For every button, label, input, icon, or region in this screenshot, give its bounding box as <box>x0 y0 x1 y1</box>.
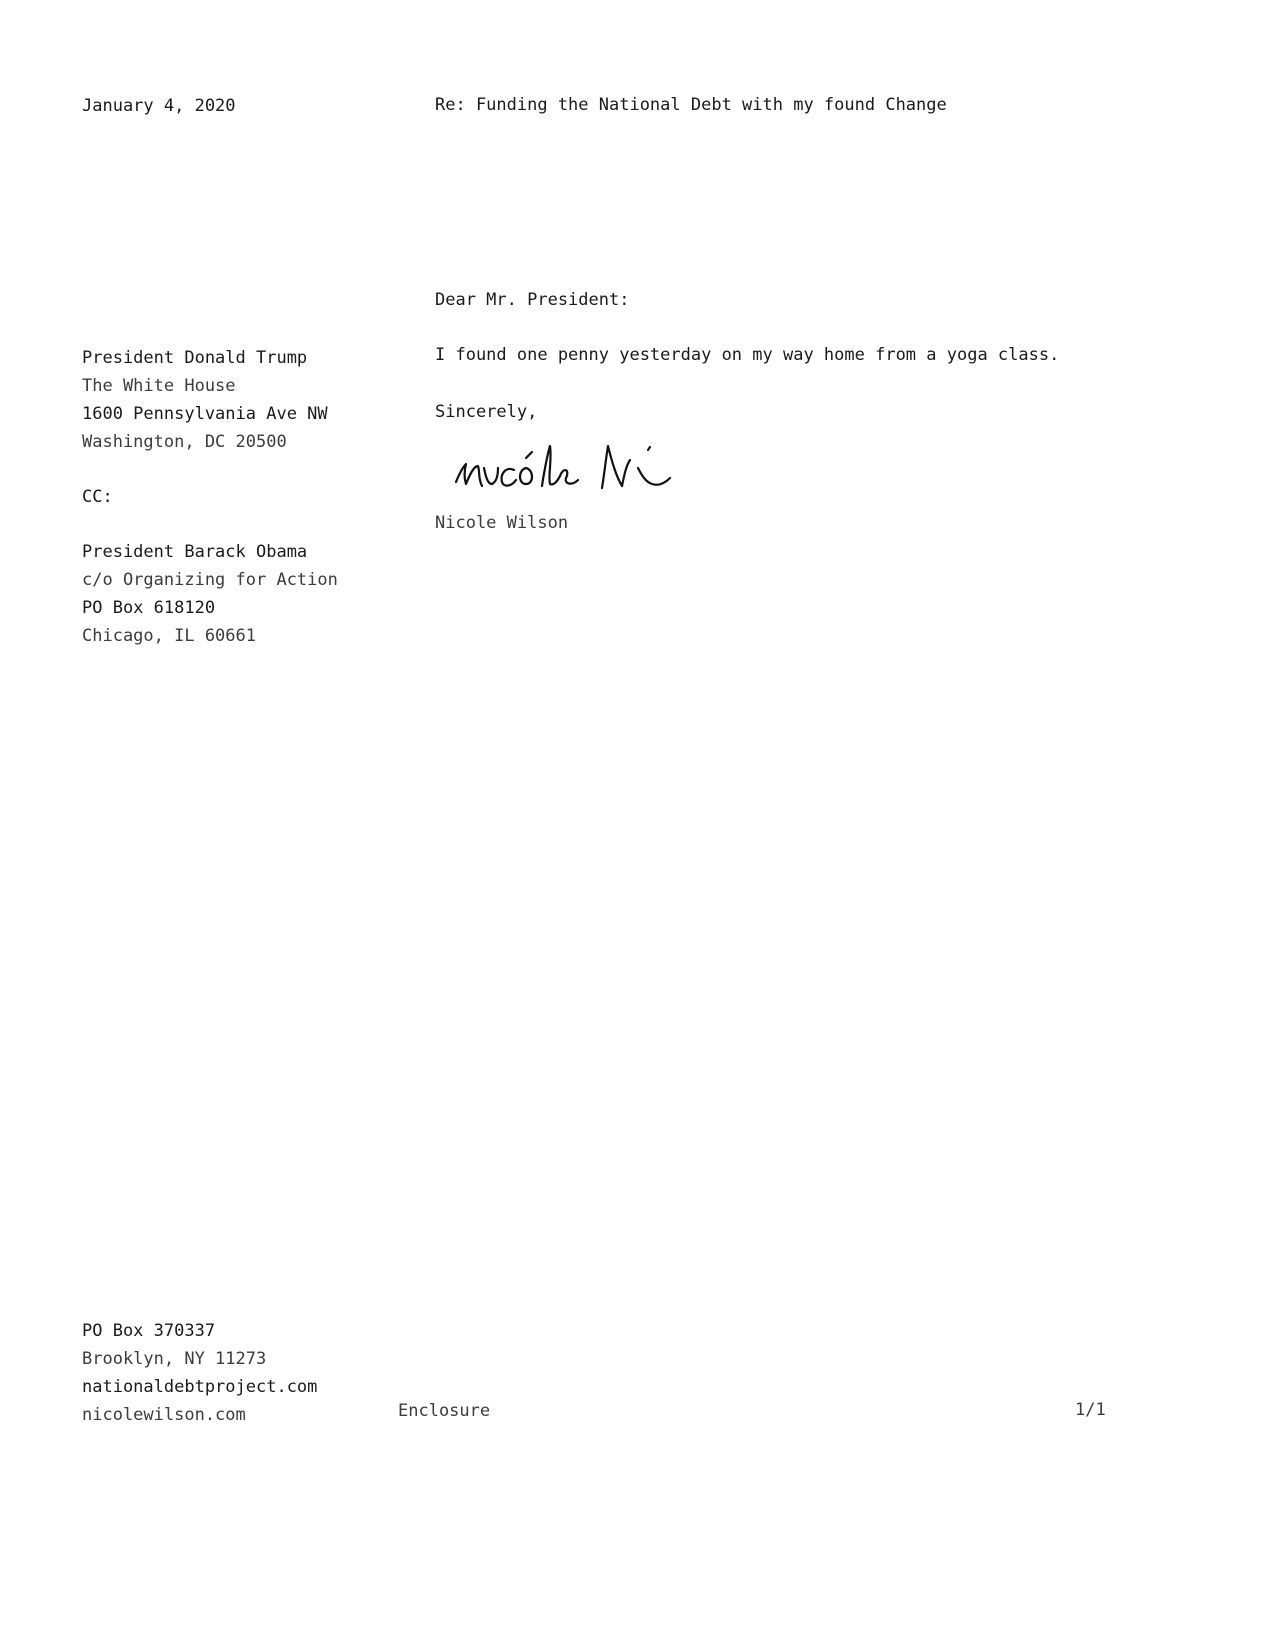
recipient-line-1: The White House <box>82 376 236 396</box>
recipient-block <box>82 344 328 456</box>
signature-image <box>452 436 712 496</box>
page-number: 1/1 <box>1075 1400 1106 1420</box>
footer-address-block <box>82 1317 317 1429</box>
cc-line-1: c/o Organizing for Action <box>82 570 338 590</box>
closing: Sincerely, <box>435 402 538 422</box>
cc-name: President Barack Obama <box>82 542 308 562</box>
signature-name: Nicole Wilson <box>435 513 569 533</box>
footer-address-line-2: Brooklyn, NY 11273 <box>82 1349 267 1369</box>
enclosure-label: Enclosure <box>398 1401 491 1421</box>
recipient-line-3: Washington, DC 20500 <box>82 432 287 452</box>
letter-subject: Re: Funding the National Debt with my found Change <box>435 95 947 115</box>
salutation: Dear Mr. President: <box>435 290 630 310</box>
footer-address-line-1: PO Box 370337 <box>82 1321 216 1341</box>
footer-website-1: nationaldebtproject.com <box>82 1377 318 1397</box>
letter-date: January 4, 2020 <box>82 96 236 116</box>
cc-line-3: Chicago, IL 60661 <box>82 626 256 646</box>
recipient-line-2: 1600 Pennsylvania Ave NW <box>82 404 328 424</box>
letter-body: I found one penny yesterday on my way home from a yoga class. <box>435 345 1060 365</box>
cc-block <box>82 538 338 650</box>
footer-website-2: nicolewilson.com <box>82 1405 246 1425</box>
recipient-name: President Donald Trump <box>82 348 308 368</box>
cc-label: CC: <box>82 487 113 507</box>
cc-line-2: PO Box 618120 <box>82 598 216 618</box>
